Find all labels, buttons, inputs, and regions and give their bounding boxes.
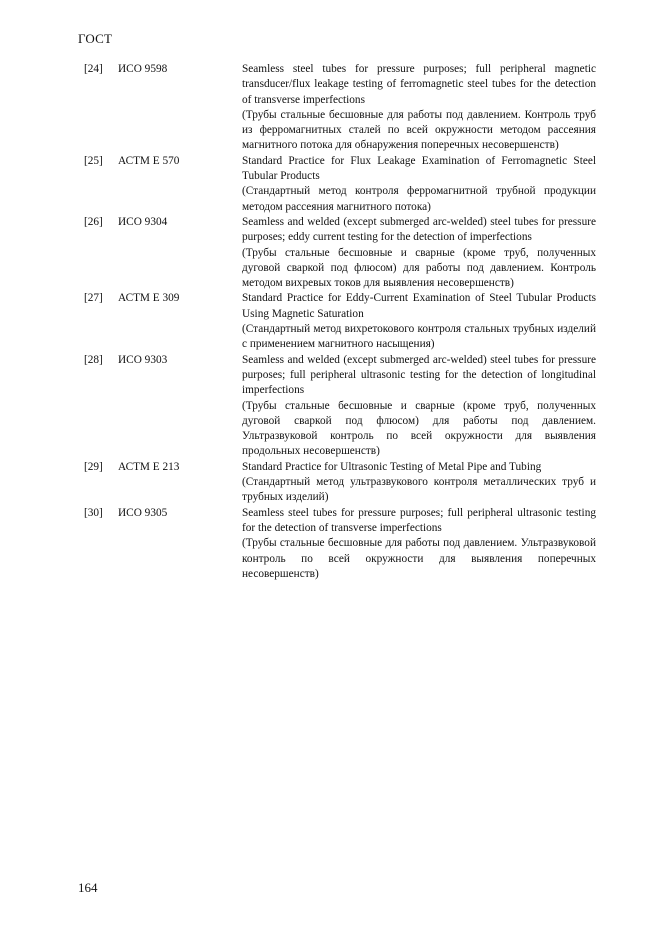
reference-description [242, 506, 596, 582]
reference-number: [24] [84, 63, 103, 75]
reference-item-27 [84, 291, 596, 352]
reference-description [242, 460, 596, 506]
english-title: Seamless and welded (except submerged arc-welded) steel tubes for pressure purposes; eddy current testing for the detection of imperfections [242, 215, 596, 244]
document-header: ГОСТ [78, 31, 113, 46]
russian-title: (Трубы стальные бесшовные для работы под давлением. Контроль труб из ферромагнитных сталей по всей окружности методом рассеяния магнитного потока для обнаружения поперечных несовершенств) [242, 108, 596, 152]
reference-list [84, 62, 596, 582]
standard-code: ИСО 9305 [118, 506, 168, 519]
standard-code: АСТМ Е 309 [118, 292, 180, 305]
english-title: Seamless steel tubes for pressure purposes; full peripheral ultrasonic testing for the detection of transverse imperfections [242, 506, 596, 534]
english-title: Standard Practice for Flux Leakage Examination of Ferromagnetic Steel Tubular Products [242, 154, 596, 183]
reference-number: [26] [84, 215, 103, 228]
standard-code: АСТМ Е 213 [118, 460, 180, 473]
russian-title: (Стандартный метод ультразвукового контроля металлических труб и трубных изделий) [242, 476, 596, 504]
russian-title: (Трубы стальные бесшовные и сварные (кроме труб, полученных дуговой сваркой под флюсом) для работы под давлением. Контроль методом вихревых токов для выявления несовершенств) [242, 246, 596, 290]
english-title: Standard Practice for Eddy-Current Examination of Steel Tubular Products Using Magnetic Saturation [242, 292, 596, 320]
reference-number: [27] [84, 292, 103, 305]
reference-description [242, 291, 596, 352]
page-number: 164 [78, 880, 98, 895]
reference-description [242, 215, 596, 291]
reference-number: [29] [84, 460, 103, 473]
reference-item-26 [84, 215, 596, 291]
reference-number: [30] [84, 506, 103, 519]
russian-title: (Стандартный метод вихретокового контроля стальных трубных изделий с применением магнитного насыщения) [242, 323, 596, 351]
reference-item-24 [84, 62, 596, 154]
reference-item-30 [84, 506, 596, 582]
reference-number: [28] [84, 353, 103, 366]
reference-item-28 [84, 353, 596, 460]
russian-title: (Трубы стальные бесшовные и сварные (кроме труб, полученных дуговой сваркой под флюсом) для работы под давлением. Ультразвуковой контроль по всей окружности для выявления продольных несовершенств) [242, 399, 596, 458]
reference-item-25 [84, 154, 596, 215]
standard-code: ИСО 9304 [118, 215, 168, 228]
russian-title: (Трубы стальные бесшовные для работы под давлением. Ультразвуковой контроль по всей окружности для выявления поперечных несовершенств) [242, 537, 596, 580]
standard-code: АСТМ Е 570 [118, 154, 180, 167]
standard-code: ИСО 9598 [118, 63, 168, 75]
reference-description [242, 62, 596, 154]
reference-description [242, 353, 596, 460]
english-title: Standard Practice for Ultrasonic Testing of Metal Pipe and Tubing [242, 460, 542, 473]
standard-code: ИСО 9303 [118, 353, 168, 366]
reference-number: [25] [84, 154, 103, 167]
english-title: Seamless and welded (except submerged arc-welded) steel tubes for pressure purposes; full peripheral ultrasonic testing for the detection of longitudinal imperfections [242, 353, 596, 397]
russian-title: (Стандартный метод контроля ферромагнитной трубной продукции методом рассеяния магнитного потока) [242, 185, 596, 213]
reference-description [242, 154, 596, 215]
reference-item-29 [84, 460, 596, 506]
english-title: Seamless steel tubes for pressure purposes; full peripheral magnetic transducer/flux leakage testing of ferromagnetic steel tubes for the detection of transverse imperfections [242, 63, 596, 106]
